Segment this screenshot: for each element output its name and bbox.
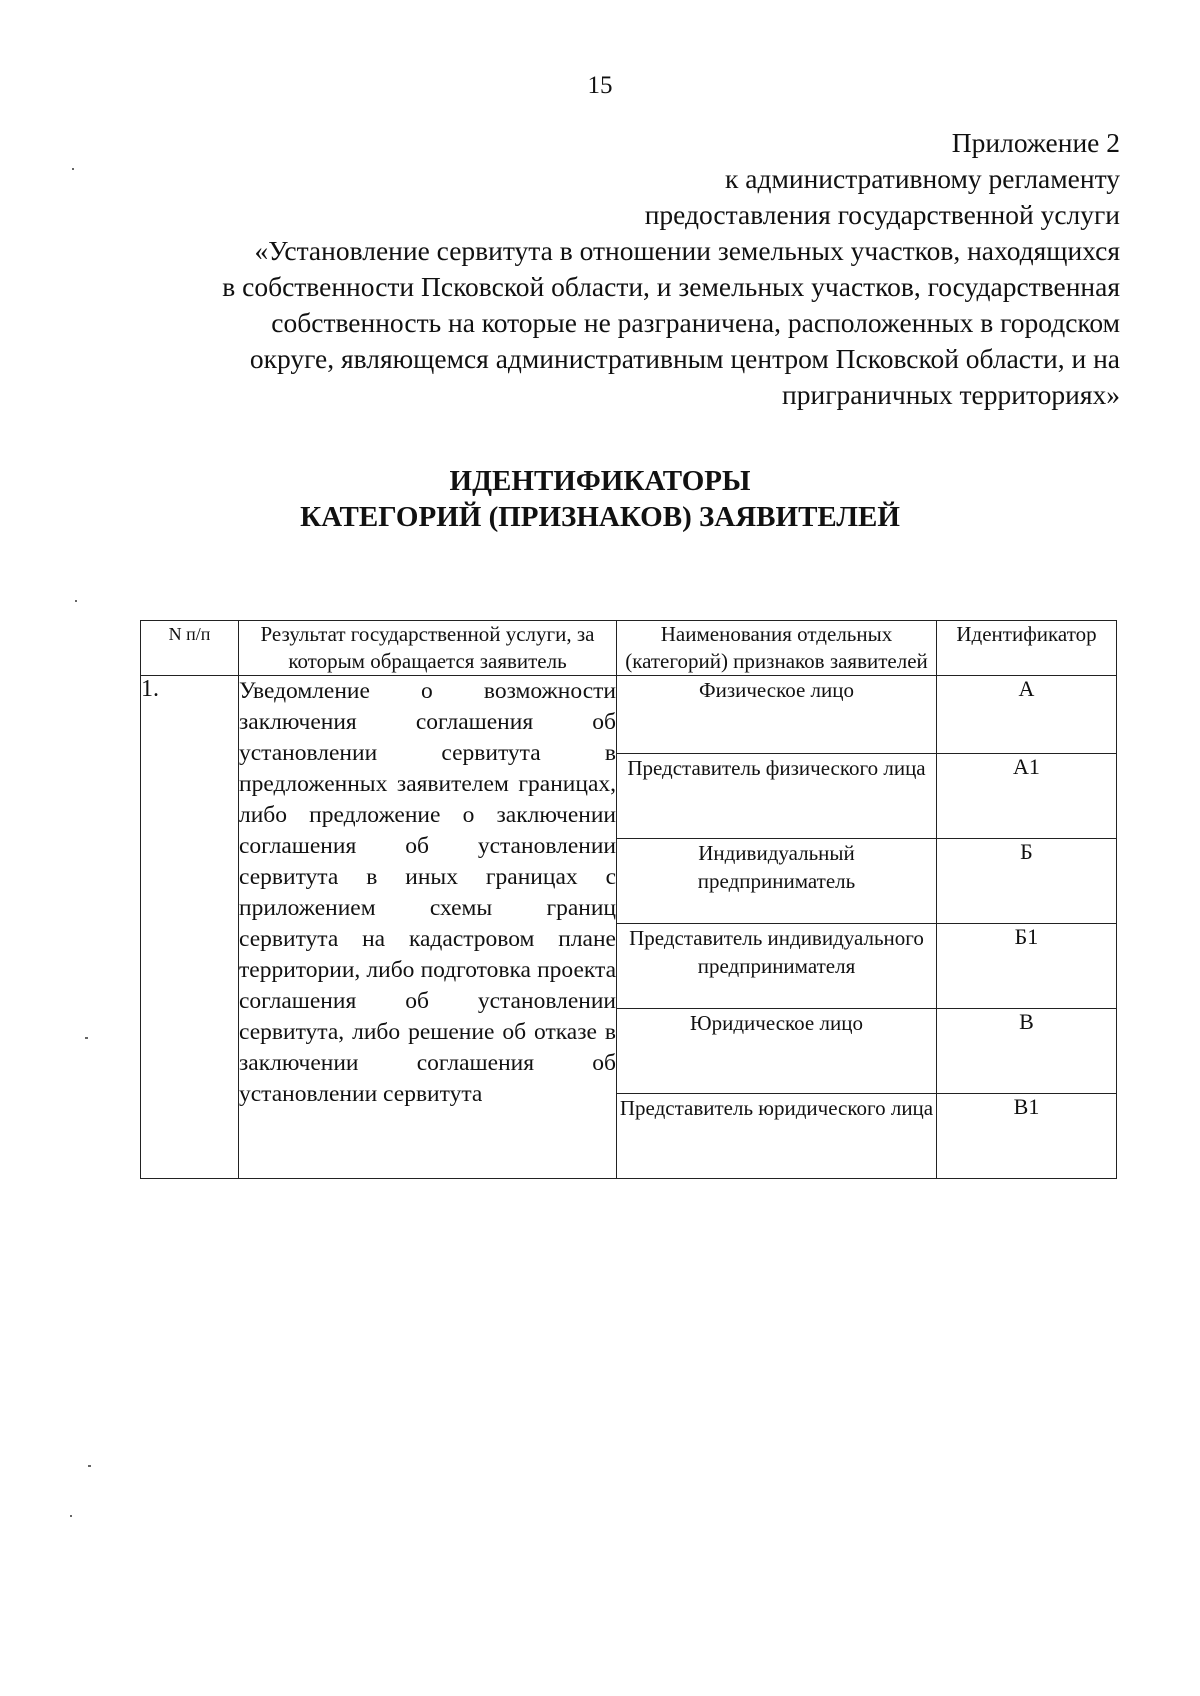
appendix-line: приграничных территориях» — [782, 379, 1120, 410]
category-code: Б — [937, 839, 1117, 924]
header-num: N п/п — [141, 621, 239, 676]
appendix-line: округе, являющемся административным центром Псковской области, и на — [249, 343, 1120, 374]
scan-speck — [75, 600, 77, 602]
table-header-row — [141, 621, 1117, 676]
appendix-header — [150, 125, 1120, 413]
category-name: Представитель физического лица — [617, 754, 937, 839]
appendix-line: к административному регламенту — [725, 163, 1120, 194]
document-title — [0, 463, 1200, 535]
appendix-line: предоставления государственной услуги — [644, 199, 1120, 230]
scan-speck — [85, 1037, 88, 1039]
title-line: КАТЕГОРИЙ (ПРИЗНАКОВ) ЗАЯВИТЕЛЕЙ — [300, 501, 900, 533]
category-name: Представитель индивидуального предпринимателя — [617, 924, 937, 1009]
identifiers-table — [140, 620, 1117, 1179]
category-code: А1 — [937, 754, 1117, 839]
category-code: А — [937, 676, 1117, 754]
header-category: Наименования отдельных (категорий) признаков заявителей — [617, 621, 937, 676]
category-code: В — [937, 1009, 1117, 1094]
category-name: Индивидуальный предприниматель — [617, 839, 937, 924]
appendix-line: в собственности Псковской области, и земельных участков, государственная — [222, 271, 1120, 302]
appendix-line: Приложение 2 — [951, 127, 1120, 158]
category-code: В1 — [937, 1094, 1117, 1179]
service-result: Уведомление о возможности заключения соглашения об установлении сервитута в предложенных заявителем границах, либо предложение о заключении соглашения об установлении сервитута в иных границах с приложением схемы границ сервитута на кадастровом плане территории, либо подготовка проекта соглашения об установлении сервитута, либо решение об отказе в заключении соглашения об установлении сервитута — [239, 676, 617, 1179]
scan-speck — [72, 168, 74, 170]
category-name: Юридическое лицо — [617, 1009, 937, 1094]
header-result: Результат государственной услуги, за которым обращается заявитель — [239, 621, 617, 676]
scan-speck — [70, 1515, 72, 1517]
appendix-line: собственность на которые не разграничена, расположенных в городском — [271, 307, 1120, 338]
category-name: Представитель юридического лица — [617, 1094, 937, 1179]
row-number: 1. — [141, 676, 239, 1179]
appendix-line: «Установление сервитута в отношении земельных участков, находящихся — [254, 235, 1120, 266]
page-number: 15 — [587, 72, 613, 99]
category-code: Б1 — [937, 924, 1117, 1009]
header-identifier: Идентификатор — [937, 621, 1117, 676]
table-row — [141, 676, 1117, 754]
scan-speck — [88, 1465, 91, 1467]
category-name: Физическое лицо — [617, 676, 937, 754]
title-line: ИДЕНТИФИКАТОРЫ — [449, 465, 751, 497]
